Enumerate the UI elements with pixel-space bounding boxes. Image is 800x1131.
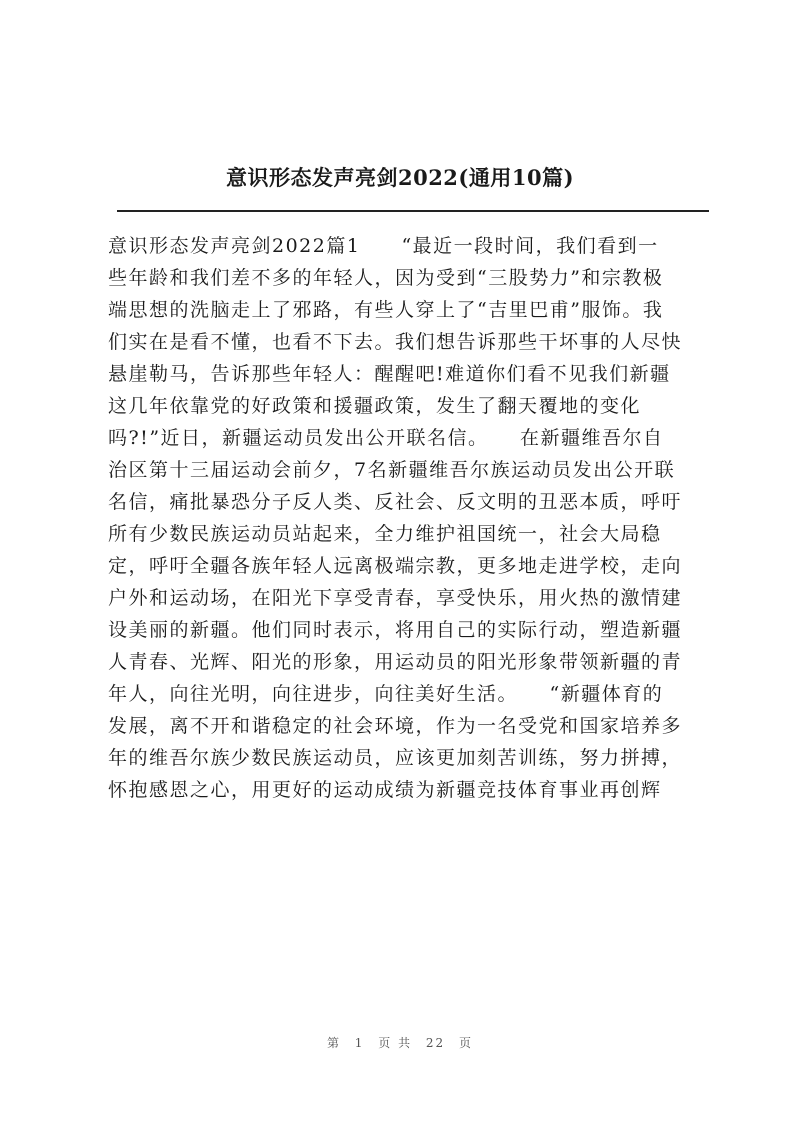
body-line: 这几年依靠党的好政策和援疆政策，发生了翻天覆地的变化 (108, 395, 642, 417)
body-line: 治区第十三届运动会前夕，7名新疆维吾尔族运动员发出公开联 (108, 459, 676, 481)
body-line: 所有少数民族运动员站起来，全力维护祖国统一，社会大局稳 (108, 523, 662, 545)
footer-suffix: 页 (459, 1036, 474, 1050)
body-line: 年的维吾尔族少数民族运动员，应该更加刻苦训练，努力拼搏， (108, 747, 683, 769)
body-line: 设美丽的新疆。他们同时表示，将用自己的实际行动，塑造新疆 (108, 619, 683, 641)
body-line: 户外和运动场，在阳光下享受青春，享受快乐，用火热的激情建 (108, 587, 683, 609)
document-body (108, 230, 718, 806)
footer-middle: 页 共 (378, 1036, 413, 1050)
body-line: 端思想的洗脑走上了邪路，有些人穿上了“吉里巴甫”服饰。我 (108, 299, 664, 321)
body-line: 名信，痛批暴恐分子反人类、反社会、反文明的丑恶本质，呼吁 (108, 491, 683, 513)
footer-total-pages: 22 (425, 1036, 446, 1050)
body-line: 些年龄和我们差不多的年轻人，因为受到“三股势力”和宗教极 (108, 267, 664, 289)
footer-prefix: 第 (326, 1036, 341, 1050)
body-line: 们实在是看不懂，也看不下去。我们想告诉那些干坏事的人尽快 (108, 331, 683, 353)
body-line: 意识形态发声亮剑2022篇1 “最近一段时间，我们看到一 (108, 235, 659, 257)
body-line: 人青春、光辉、阳光的形象，用运动员的阳光形象带领新疆的青 (108, 651, 683, 673)
footer-page-number: 1 (354, 1036, 365, 1050)
body-line: 悬崖勒马，告诉那些年轻人：醒醒吧!难道你们看不见我们新疆 (108, 363, 671, 385)
body-line: 定，呼吁全疆各族年轻人远离极端宗教，更多地走进学校，走向 (108, 555, 683, 577)
title-divider (117, 210, 709, 212)
body-line: 发展，离不开和谐稳定的社会环境，作为一名受党和国家培养多 (108, 715, 683, 737)
body-line: 年人，向往光明，向往进步，向往美好生活。 “新疆体育的 (108, 683, 664, 705)
body-line: 怀抱感恩之心，用更好的运动成绩为新疆竞技体育事业再创辉 (108, 779, 662, 801)
page-footer (0, 1034, 800, 1051)
body-line: 吗?!”近日，新疆运动员发出公开联名信。 在新疆维吾尔自 (108, 427, 664, 449)
document-title: 意识形态发声亮剑2022(通用10篇) (225, 165, 575, 190)
